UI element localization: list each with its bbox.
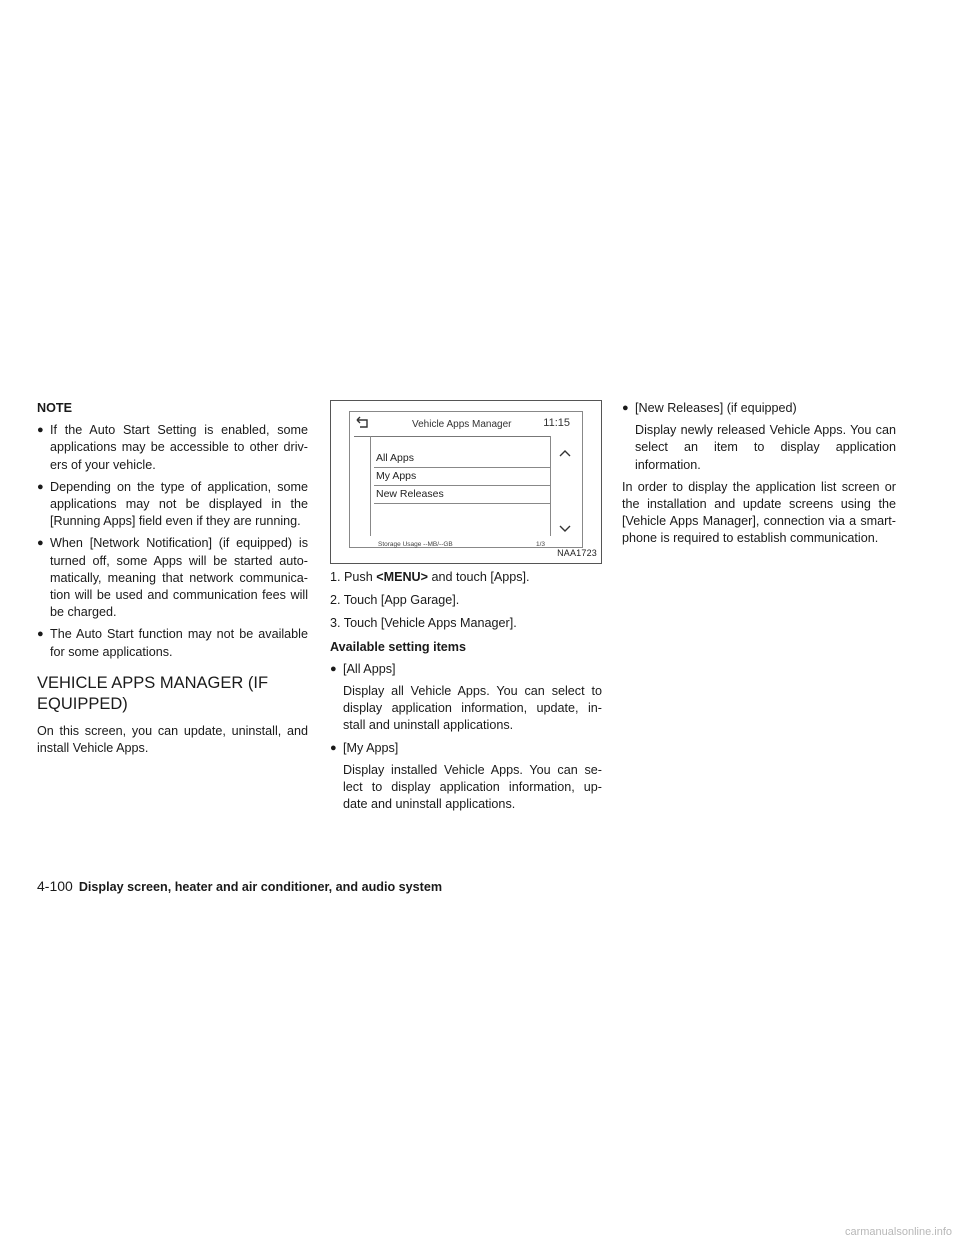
chevron-down-icon xyxy=(558,524,572,534)
note-heading: NOTE xyxy=(37,401,72,415)
menu-key: <MENU> xyxy=(376,570,429,584)
setting-item: ● [My Apps] xyxy=(330,740,602,757)
divider xyxy=(370,436,371,536)
right-column xyxy=(622,400,896,553)
divider xyxy=(354,436,550,437)
page-indicator: 1/3 xyxy=(536,541,546,548)
bullet-icon: ● xyxy=(37,480,44,493)
bullet-icon: ● xyxy=(37,628,44,641)
connection-paragraph: In order to display the application list screen or the installation and update screens using the [Vehicle Apps Manager], connection via a smart- phone is required to establish communication. xyxy=(622,479,896,546)
note-item: ● If the Auto Start Setting is enabled, some applications may be accessible to other driv- ers of your vehicle. xyxy=(37,423,308,472)
bullet-icon: ● xyxy=(622,402,629,414)
page-footer xyxy=(37,878,442,894)
divider xyxy=(550,436,551,536)
screen-title: Vehicle Apps Manager xyxy=(412,419,512,430)
section-title: VEHICLE APPS MANAGER (IF EQUIPPED) xyxy=(37,673,269,713)
middle-column xyxy=(330,400,602,818)
bullet-icon: ● xyxy=(37,424,44,437)
back-arrow-icon xyxy=(354,414,370,430)
note-item: ● Depending on the type of application, some applications may not be displayed in the [Running Apps] field even if they are running. xyxy=(37,479,308,529)
section-intro: On this screen, you can update, uninstall, and install Vehicle Apps. xyxy=(37,723,308,756)
page-number: 4-100 xyxy=(37,878,73,894)
footer-title: Display screen, heater and air conditioner, and audio system xyxy=(78,880,443,894)
screen-figure xyxy=(330,400,602,564)
note-item: ● When [Network Notification] (if equipped) is turned off, some Apps will be started auto- matically, meaning that network communica- tion will be used and communication fees will be charged. xyxy=(37,536,308,620)
step-1: 1. Push <MENU> and touch [Apps]. xyxy=(330,570,530,584)
vehicle-apps-manager-screen xyxy=(349,411,583,548)
storage-usage: Storage Usage --MB/--GB xyxy=(378,541,453,548)
setting-desc: Display installed Vehicle Apps. You can se- lect to display application information, up- date and uninstall applications. xyxy=(343,762,602,812)
figure-code: NAA1723 xyxy=(557,547,597,558)
screen-time: 11:15 xyxy=(543,417,570,429)
menu-item-all-apps: All Apps xyxy=(374,450,550,468)
apps-menu-list xyxy=(374,450,550,504)
bullet-icon: ● xyxy=(330,662,337,675)
available-heading: Available setting items xyxy=(330,639,467,654)
step-2: 2. Touch [App Garage]. xyxy=(330,593,460,608)
menu-item-new-releases: New Releases xyxy=(374,486,550,504)
setting-item: ● [New Releases] (if equipped) xyxy=(622,400,896,417)
left-column xyxy=(37,400,308,762)
step-3: 3. Touch [Vehicle Apps Manager]. xyxy=(330,616,517,631)
chevron-up-icon xyxy=(558,448,572,458)
setting-desc: Display newly released Vehicle Apps. You can select an item to display application information. xyxy=(635,423,896,472)
bullet-icon: ● xyxy=(37,537,44,550)
bullet-icon: ● xyxy=(330,741,337,754)
setting-desc: Display all Vehicle Apps. You can select to display application information, update, in- stall and uninstall applications. xyxy=(343,684,602,733)
watermark: carmanualsonline.info xyxy=(844,1226,952,1238)
setting-item: ● [All Apps] xyxy=(330,661,602,678)
menu-item-my-apps: My Apps xyxy=(374,468,550,486)
screen-header xyxy=(350,412,582,434)
note-item: ● The Auto Start function may not be available for some applications. xyxy=(37,627,308,659)
